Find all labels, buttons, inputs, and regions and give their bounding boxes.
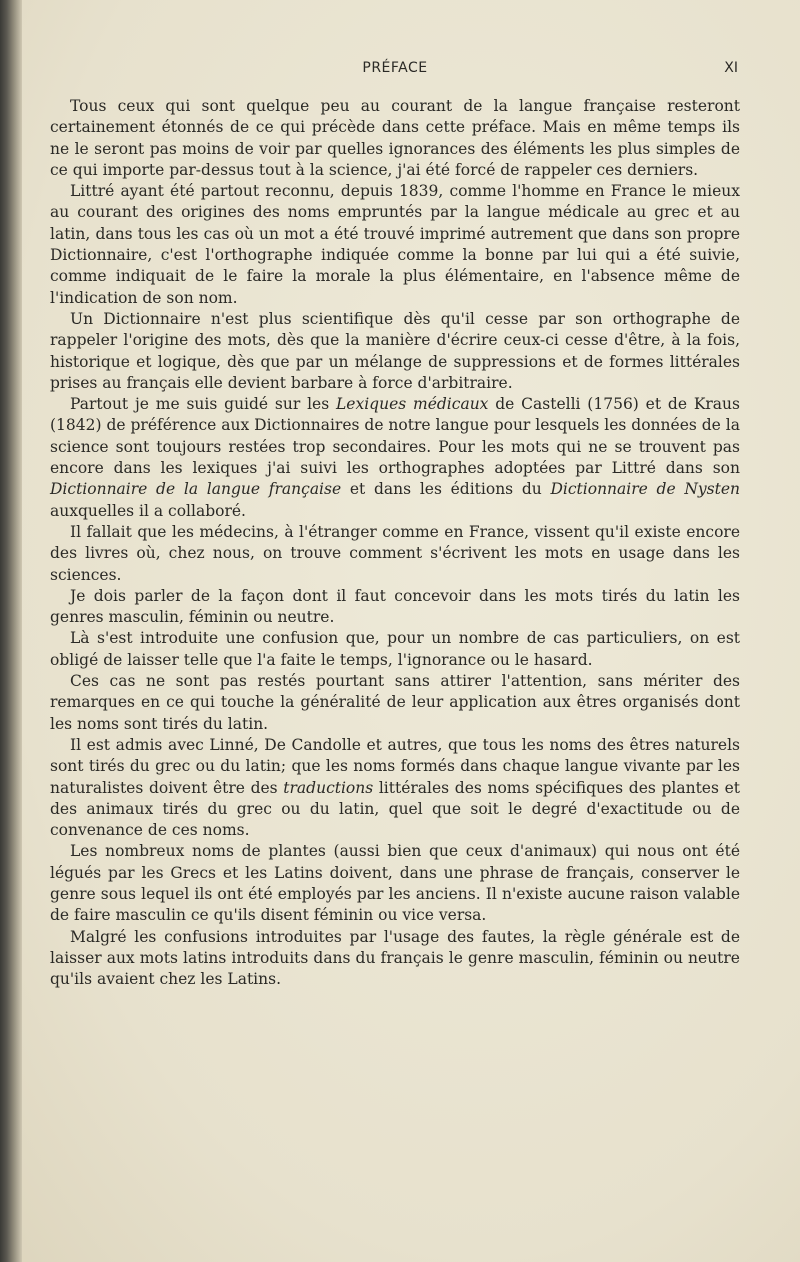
paragraph-8: Ces cas ne sont pas restés pourtant sans attirer l'attention, sans mériter des remarques en ce qui touche la généralité de leur application aux êtres organisés dont les noms sont tirés du latin. bbox=[50, 672, 740, 733]
paragraph-6: Je dois parler de la façon dont il faut concevoir dans les mots tirés du latin les genres masculin, féminin ou neutre. bbox=[50, 586, 740, 627]
paragraph-4-text-3: et dans les éditions du bbox=[341, 480, 551, 499]
paragraph-9-text-2: littérales des noms spécifiques des plantes et des animaux tirés du grec ou du latin, quel que soit le degré d'exactitude ou de convenance de ces noms. bbox=[50, 778, 740, 840]
paragraph-11: Malgré les confusions introduites par l'usage des fautes, la règle générale est de laisser aux mots latins introduits dans du français le genre masculin, féminin ou neutre qu'ils avaient chez les Latins. bbox=[50, 927, 740, 989]
paragraph-5: Il fallait que les médecins, à l'étranger comme en France, vissent qu'il existe encore des livres où, chez nous, on trouve comment s'écrivent les mots en usage dans les sciences. bbox=[50, 522, 740, 584]
body-text bbox=[50, 96, 740, 990]
paragraph-4-text-2: de Castelli (1756) et de Kraus (1842) de préférence aux Dictionnaires de notre langue pour lesquels les données de la science sont toujours restées trop secondaires. Pour les mots qui ne se trouvent pas encore dans les lexiques j'ai suivi les orthographes adoptées par Littré dans son bbox=[50, 395, 740, 478]
title-lexiques-medicaux: Lexiques médicaux bbox=[336, 395, 489, 414]
word-traductions: traductions bbox=[283, 778, 374, 797]
page-number: XI bbox=[724, 60, 738, 76]
paragraph-7: Là s'est introduite une confusion que, pour un nombre de cas particuliers, on est obligé de laisser telle que l'a faite le temps, l'ignorance ou le hasard. bbox=[50, 629, 740, 669]
book-binding-edge bbox=[0, 0, 22, 1262]
paragraph-10: Les nombreux noms de plantes (aussi bien que ceux d'animaux) qui nous ont été légués par les Grecs et les Latins doivent, dans une phrase de français, conserver le genre sous lequel ils ont été employés par les anciens. Il n'existe aucune raison valable de faire masculin ce qu'ils disent féminin ou vice versa. bbox=[50, 842, 740, 925]
title-dictionnaire-nysten: Dictionnaire de Nysten bbox=[550, 480, 741, 499]
paragraph-9-text-1: Il est admis avec Linné, De Candolle et autres, que tous les noms des êtres naturels sont tirés du grec ou du latin; que les noms formés dans chaque langue vivante par les naturalistes doivent être des bbox=[50, 735, 740, 797]
paragraph-4-text-4: auxquelles il a collaboré. bbox=[50, 501, 246, 520]
paragraph-2: Littré ayant été partout reconnu, depuis 1839, comme l'homme en France le mieux au courant des origines des noms empruntés par la langue médicale au grec et au latin, dans tous les cas où un mot a été trouvé imprimé autrement que dans son propre Dictionnaire, c'est l'orthographe indiquée comme la bonne par lui qui a été suivie, comme indiquait de le faire la morale la plus élémentaire, en l'absence même de l'indication de son nom. bbox=[50, 182, 740, 307]
paragraph-4 bbox=[50, 394, 740, 522]
running-title: PRÉFACE bbox=[362, 60, 428, 76]
title-dictionnaire-langue-francaise: Dictionnaire de la langue française bbox=[50, 480, 342, 499]
running-header bbox=[52, 60, 738, 84]
paragraph-9 bbox=[50, 735, 740, 841]
paragraph-3: Un Dictionnaire n'est plus scientifique dès qu'il cesse par son orthographe de rappeler l'origine des mots, dès que la manière d'écrire ceux-ci cesse d'être, à la fois, historique et logique, dès que par un mélange de suppressions et de formes littérales prises au français elle devient barbare à force d'arbitraire. bbox=[50, 309, 740, 392]
paragraph-1: Tous ceux qui sont quelque peu au courant de la langue française resteront certainement étonnés de ce qui précède dans cette préface. Mais en même temps ils ne le seront pas moins de voir par quelles ignorances des éléments les plus simples de ce qui importe par-dessus tout à la science, j'ai été forcé de rappeler ces derniers. bbox=[50, 97, 740, 179]
paragraph-4-text-1: Partout je me suis guidé sur les bbox=[70, 395, 336, 414]
